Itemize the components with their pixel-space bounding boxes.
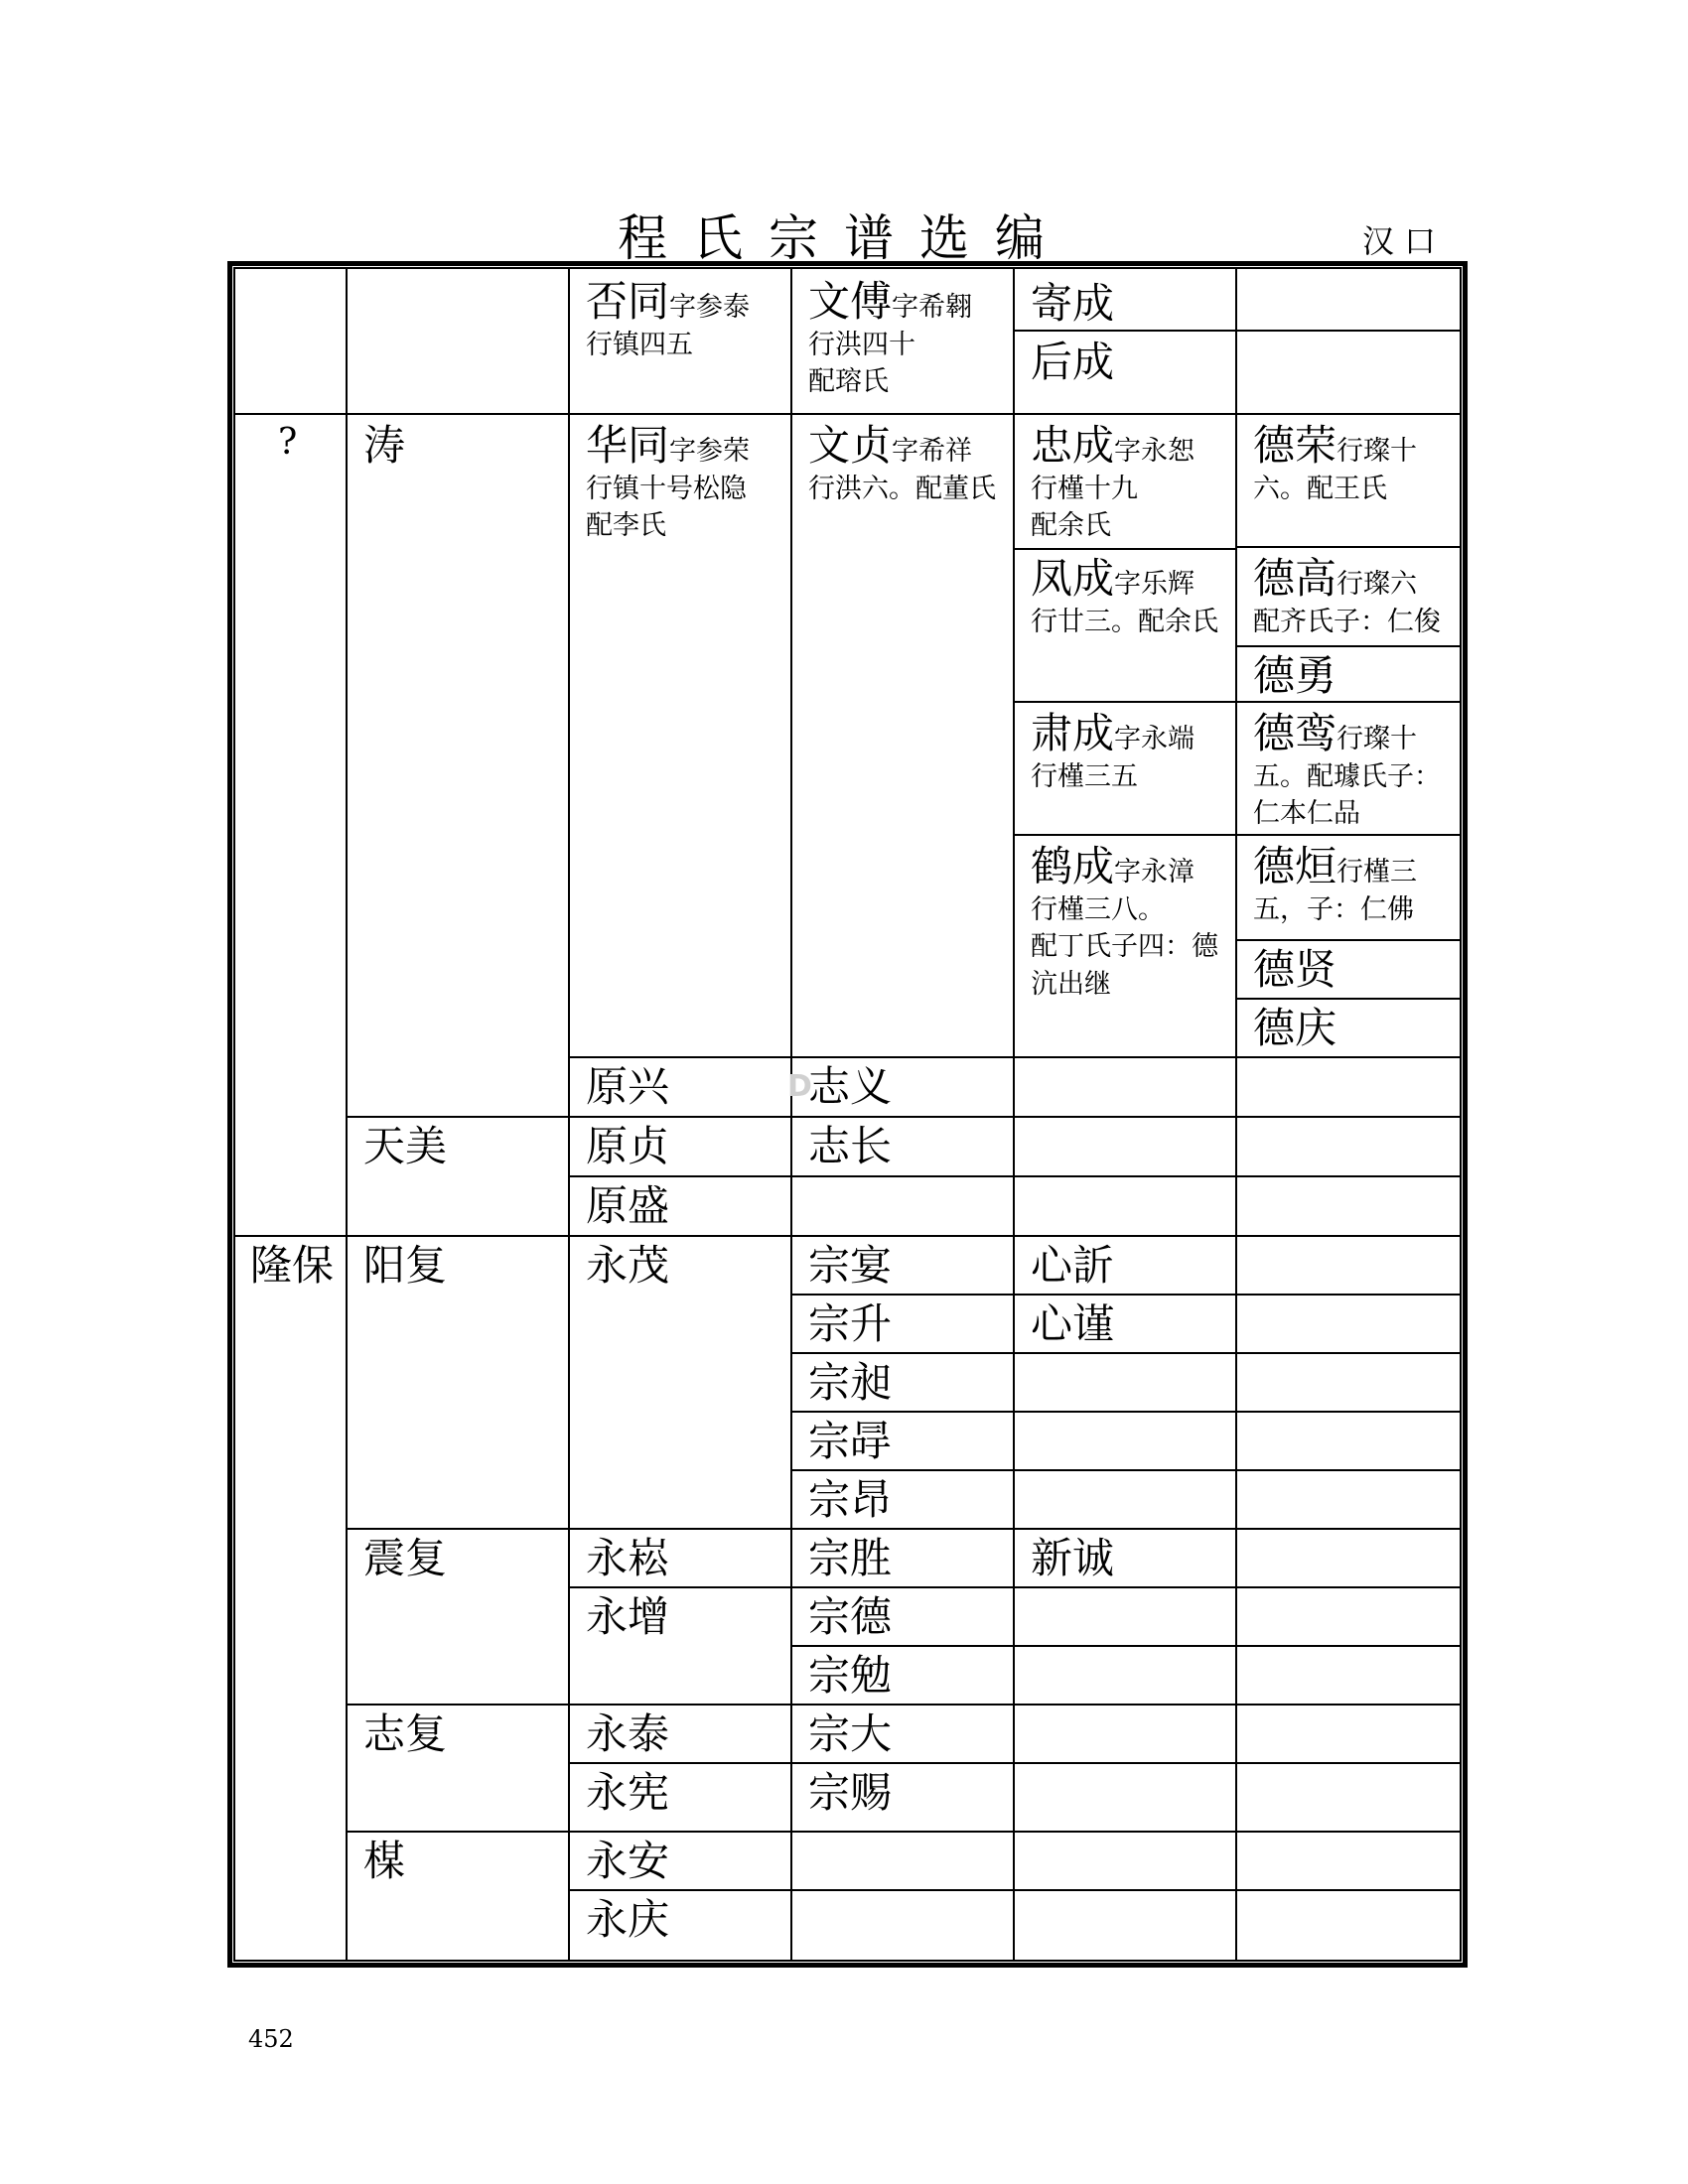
person-note: 配丁氏子四：德 <box>1031 931 1218 963</box>
person-name: 宗赐 <box>808 1768 893 1817</box>
col-line-4 <box>1013 268 1015 1961</box>
person-name: 文贞 <box>808 421 893 470</box>
row-line <box>568 1586 1462 1588</box>
person-note: 字参荣 <box>669 436 751 467</box>
person-name: 心訢 <box>1031 1241 1115 1290</box>
person-name: 震复 <box>363 1534 448 1582</box>
table-cell <box>808 421 996 507</box>
person-name: 德高 <box>1253 554 1337 603</box>
person-note: 字希翱 <box>892 292 973 323</box>
person-note: 行廿三。配余氏 <box>1031 607 1218 637</box>
person-note: 行槿三五 <box>1031 761 1138 792</box>
table-cell <box>808 277 973 401</box>
row-line <box>568 1175 1462 1177</box>
person-note: 行槿十九 <box>1031 474 1138 504</box>
row-line <box>1235 939 1462 941</box>
person-name: 永泰 <box>586 1709 670 1758</box>
person-name: 原贞 <box>586 1122 670 1170</box>
col-line-5 <box>1235 268 1237 1961</box>
table-cell <box>1253 554 1441 640</box>
person-name: 寄成 <box>1031 279 1115 328</box>
person-name: 永茂 <box>586 1241 670 1290</box>
person-name: 志复 <box>363 1709 448 1758</box>
person-name: 志义 <box>808 1062 893 1111</box>
row-line <box>1235 645 1462 647</box>
table-cell <box>1253 842 1418 928</box>
person-name: 宗大 <box>808 1709 893 1758</box>
person-name: 心谨 <box>1031 1299 1115 1348</box>
row-line <box>790 1294 1462 1296</box>
genealogy-table <box>233 267 1462 1962</box>
row-line <box>1235 998 1462 1000</box>
row-line <box>234 1235 1462 1237</box>
page-title: 程氏宗谱选编 <box>618 209 1070 267</box>
person-name: 宗胜 <box>808 1534 893 1582</box>
row-line <box>1013 834 1462 836</box>
row-line <box>790 1469 1462 1471</box>
person-note: 配齐氏子：仁俊 <box>1253 607 1441 637</box>
person-name: 宗宴 <box>808 1241 893 1290</box>
person-note: 配余氏 <box>1031 510 1111 542</box>
person-note: 六。配王氏 <box>1253 474 1387 504</box>
person-note: 行镇四五 <box>586 330 693 360</box>
person-note: 配瑢氏 <box>808 366 889 398</box>
person-note: 行镇十号松隐 <box>586 474 747 504</box>
row-line <box>346 1116 1462 1118</box>
person-note: 五。配璩氏子： <box>1253 761 1441 792</box>
row-line <box>234 413 1462 415</box>
person-note: 字永漳 <box>1114 857 1196 887</box>
person-name: 永安 <box>586 1837 670 1885</box>
person-name: 天美 <box>363 1122 448 1170</box>
row-line <box>568 1889 1462 1891</box>
person-name: 永庆 <box>586 1895 670 1944</box>
person-name: 凤成 <box>1031 554 1115 603</box>
person-note: 字希祥 <box>892 436 973 467</box>
person-note: 字参泰 <box>669 292 751 323</box>
person-note: 字乐辉 <box>1114 569 1196 600</box>
person-note: 字永端 <box>1114 724 1196 754</box>
person-name: 宗昶 <box>808 1358 893 1407</box>
person-note: 行璨十 <box>1336 724 1418 754</box>
person-name: 原兴 <box>586 1062 670 1111</box>
row-line <box>790 1352 1462 1354</box>
col-line-1 <box>346 268 348 1961</box>
table-cell <box>586 421 751 545</box>
page-number: 452 <box>248 2025 294 2053</box>
row-line <box>1013 701 1462 703</box>
row-line <box>1013 548 1237 550</box>
person-name: 德贤 <box>1253 945 1337 994</box>
table-cell <box>1253 421 1418 507</box>
person-name: 宗冔 <box>808 1417 893 1465</box>
row-line <box>790 1645 1462 1647</box>
person-note: 配李氏 <box>586 510 666 542</box>
person-note: 仁本仁品 <box>1253 798 1360 830</box>
col-line-2 <box>568 268 570 1961</box>
person-note: 沆出继 <box>1031 968 1111 1000</box>
person-name: 德烜 <box>1253 842 1337 890</box>
table-cell <box>1031 421 1196 545</box>
person-name: 阳复 <box>363 1241 448 1290</box>
person-name: 否同 <box>586 277 670 326</box>
person-name: 宗升 <box>808 1299 893 1348</box>
table-cell <box>1031 709 1196 795</box>
table-cell <box>1253 709 1441 833</box>
person-note: 行槿三 <box>1336 857 1418 887</box>
person-name: 楳 <box>363 1837 406 1885</box>
person-name: 德鸾 <box>1253 709 1337 757</box>
person-name: 涛 <box>363 421 406 470</box>
person-note: 行璨十 <box>1336 436 1418 467</box>
table-cell <box>586 277 751 363</box>
watermark: D <box>787 1069 812 1104</box>
person-name: 德庆 <box>1253 1004 1337 1052</box>
row-line <box>568 1056 1462 1058</box>
person-name: 德荣 <box>1253 421 1337 470</box>
row-line <box>346 1528 1462 1530</box>
person-note: 行槿三八。 <box>1031 894 1165 925</box>
person-name: 宗德 <box>808 1592 893 1641</box>
row-line <box>790 1411 1462 1413</box>
person-name: 永增 <box>586 1592 670 1641</box>
person-name: 宗昂 <box>808 1475 893 1524</box>
person-name: 新诚 <box>1031 1534 1115 1582</box>
row-line <box>1013 330 1462 332</box>
person-name: 宗勉 <box>808 1651 893 1700</box>
row-line <box>346 1831 1462 1833</box>
person-name: 忠成 <box>1031 421 1115 470</box>
person-name: 后成 <box>1031 338 1115 386</box>
person-name: 原盛 <box>586 1181 670 1230</box>
row-line <box>346 1704 1462 1706</box>
person-note: 行洪六。配董氏 <box>808 474 996 504</box>
person-name: 隆保 <box>250 1241 335 1290</box>
table-cell <box>1031 554 1218 640</box>
person-name: 文傅 <box>808 277 893 326</box>
person-name: 肃成 <box>1031 709 1115 757</box>
region-label: 汉口 <box>1362 222 1447 260</box>
table-cell <box>1031 842 1218 1003</box>
person-name: 志长 <box>808 1122 893 1170</box>
row-line <box>1235 546 1462 548</box>
person-name: 永崧 <box>586 1534 670 1582</box>
person-note: 行洪四十 <box>808 330 915 360</box>
row-line <box>568 1762 1462 1764</box>
person-name: ? <box>278 422 298 463</box>
person-note: 行璨六 <box>1336 569 1418 600</box>
person-name: 德勇 <box>1253 651 1337 700</box>
person-note: 五，子：仁佛 <box>1253 894 1414 925</box>
person-name: 鹤成 <box>1031 842 1115 890</box>
person-name: 华同 <box>586 421 670 470</box>
person-name: 永宪 <box>586 1768 670 1817</box>
col-line-3 <box>790 268 792 1961</box>
person-note: 字永恕 <box>1114 436 1196 467</box>
